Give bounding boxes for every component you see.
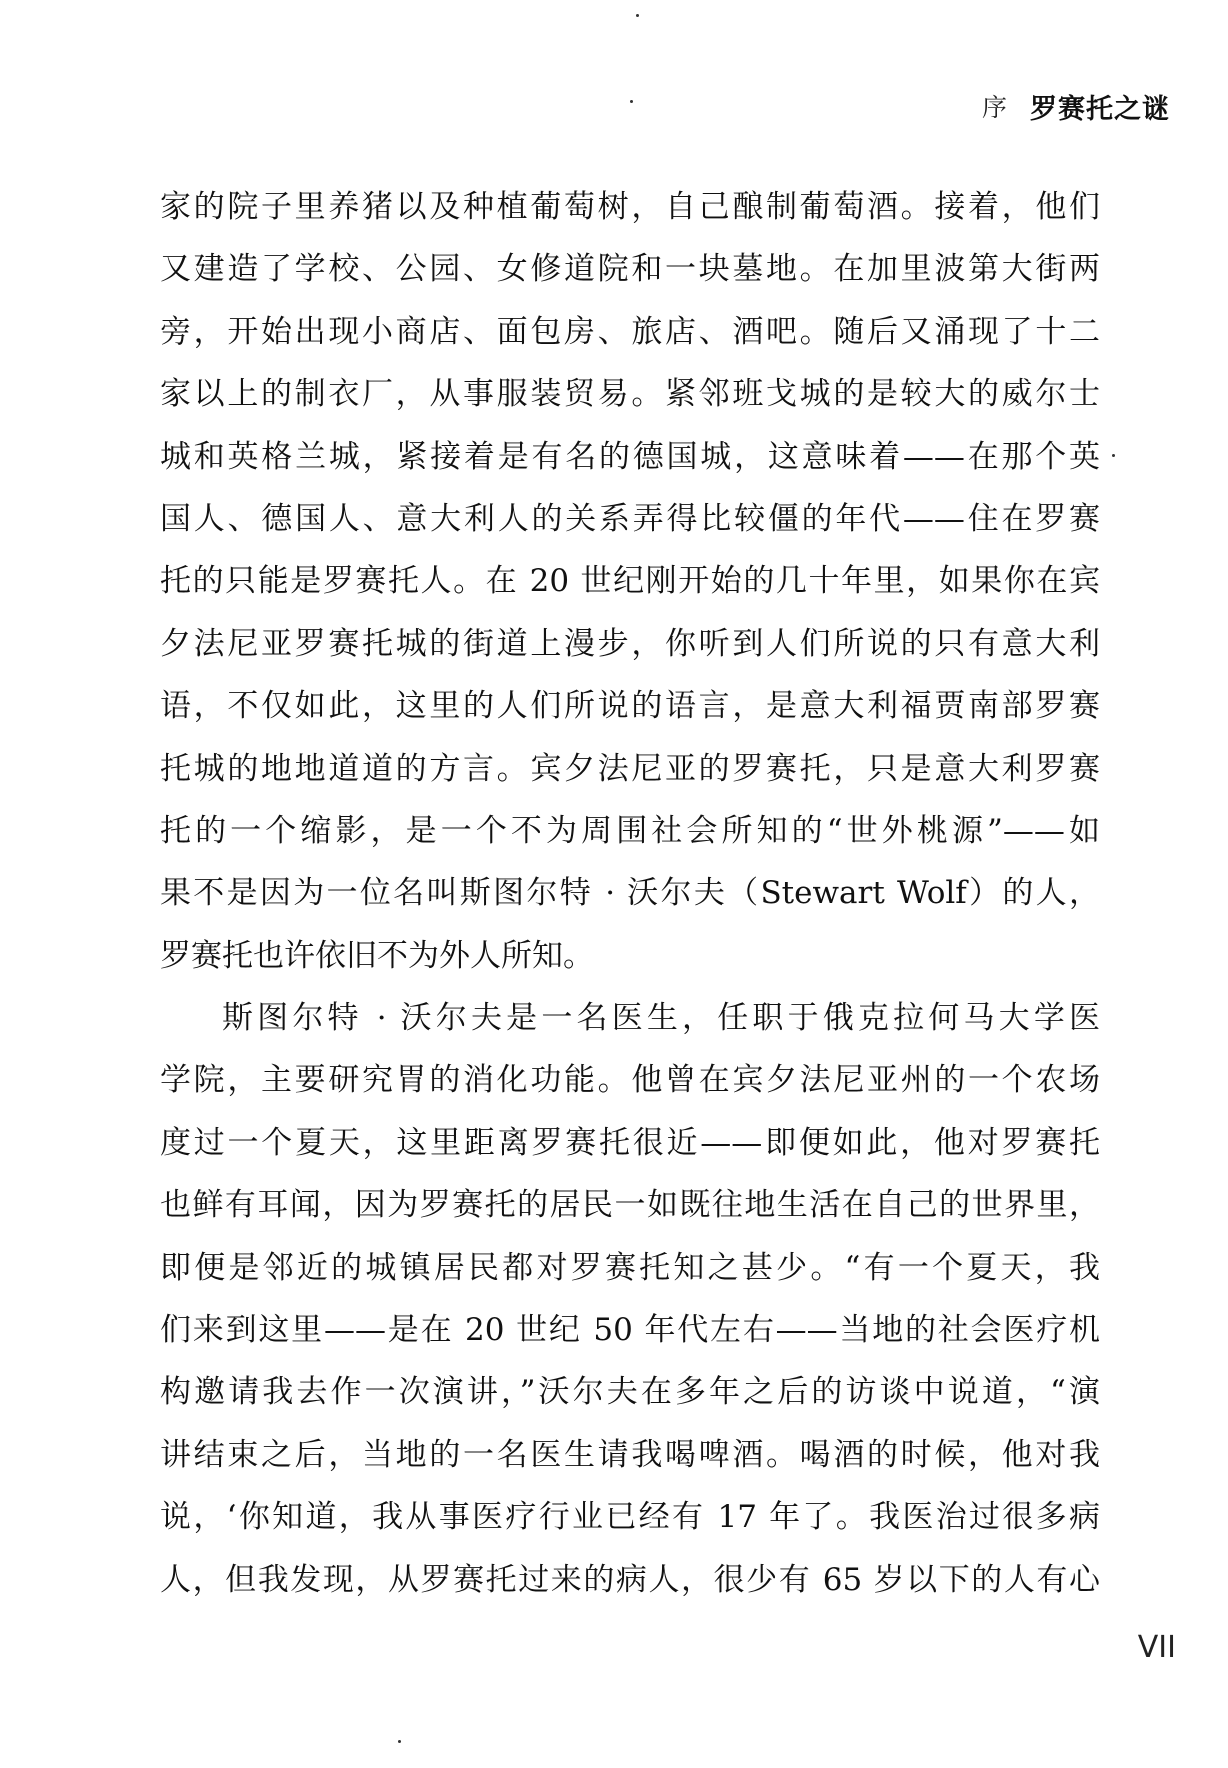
text-line: 国人、德国人、意大利人的关系弄得比较僵的年代——住在罗赛	[160, 500, 1100, 537]
scan-speck	[398, 1740, 401, 1743]
text-line: 家以上的制衣厂，从事服装贸易。紧邻班戈城的是较大的威尔士	[160, 376, 1100, 413]
paragraph-2	[160, 987, 1100, 1611]
text-line: 也鲜有耳闻，因为罗赛托的居民一如既往地生活在自己的世界里，	[160, 1187, 1100, 1224]
text-line: 语，不仅如此，这里的人们所说的语言，是意大利福贾南部罗赛	[160, 688, 1100, 725]
text-line: 城和英格兰城，紧接着是有名的德国城，这意味着——在那个英	[160, 438, 1100, 475]
text-line: 构邀请我去作一次演讲，”沃尔夫在多年之后的访谈中说道，“演	[160, 1374, 1100, 1411]
text-line: 说，‘你知道，我从事医疗行业已经有 17 年了。我医治过很多病	[160, 1499, 1100, 1536]
scan-speck	[1112, 454, 1115, 457]
text-line: 旁，开始出现小商店、面包房、旅店、酒吧。随后又涌现了十二	[160, 313, 1100, 350]
text-line: 度过一个夏天，这里距离罗赛托很近——即便如此，他对罗赛托	[160, 1124, 1100, 1161]
text-line: 人，但我发现，从罗赛托过来的病人，很少有 65 岁以下的人有心	[160, 1561, 1100, 1598]
text-line: 托的只能是罗赛托人。在 20 世纪刚开始的几十年里，如果你在宾	[160, 563, 1100, 600]
paragraph-1	[160, 176, 1100, 987]
text-line: 讲结束之后，当地的一名医生请我喝啤酒。喝酒的时候，他对我	[160, 1436, 1100, 1473]
scan-speck	[630, 100, 633, 103]
text-line: 家的院子里养猪以及种植葡萄树，自己酿制葡萄酒。接着，他们	[160, 189, 1100, 225]
text-line: 们来到这里——是在 20 世纪 50 年代左右——当地的社会医疗机	[160, 1312, 1100, 1349]
text-line: 又建造了学校、公园、女修道院和一块墓地。在加里波第大街两	[160, 251, 1100, 288]
text-line: 斯图尔特 · 沃尔夫是一名医生，任职于俄克拉何马大学医	[222, 1000, 1100, 1037]
page-number: VII	[1137, 1630, 1176, 1665]
scan-speck	[636, 14, 639, 17]
text-line: 托的一个缩影，是一个不为周围社会所知的“世外桃源”——如	[160, 812, 1100, 849]
text-line: 学院，主要研究胃的消化功能。他曾在宾夕法尼亚州的一个农场	[160, 1062, 1100, 1099]
text-line: 托城的地地道道的方言。宾夕法尼亚的罗赛托，只是意大利罗赛	[160, 750, 1100, 787]
body-text	[160, 176, 1100, 1611]
text-line: 即便是邻近的城镇居民都对罗赛托知之甚少。“有一个夏天，我	[160, 1249, 1100, 1286]
text-line: 罗赛托也许依旧不为外人所知。	[160, 937, 594, 974]
chapter-title: 罗赛托之谜	[1030, 93, 1170, 125]
text-line: 果不是因为一位名叫斯图尔特 · 沃尔夫（Stewart Wolf）的人，	[160, 875, 1100, 912]
text-line: 夕法尼亚罗赛托城的街道上漫步，你听到人们所说的只有意大利	[160, 625, 1100, 662]
running-header	[982, 86, 1170, 126]
section-label: 序	[981, 93, 1008, 122]
